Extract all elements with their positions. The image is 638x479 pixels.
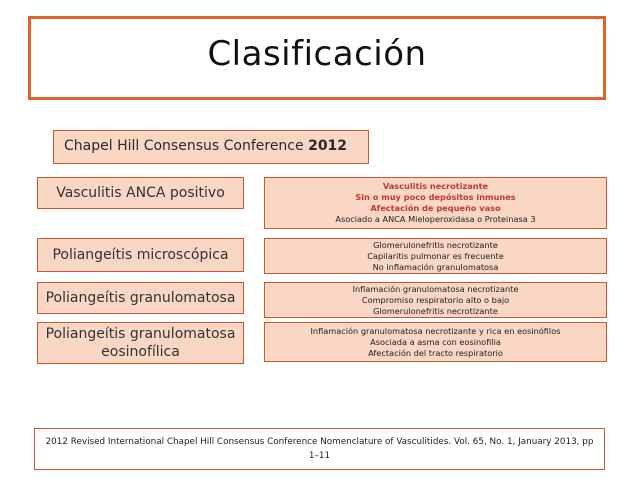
conference-name: Chapel Hill Consensus Conference: [64, 138, 304, 154]
detail-line: Afectación de pequeño vaso: [370, 203, 501, 213]
category-label: Poliangeítis granulomatosa: [45, 290, 236, 306]
detail-line: Asociado a ANCA Mieloperoxidasa o Proteinasa 3: [335, 214, 536, 224]
details-box-eosinophilic: [264, 322, 607, 362]
slide-title: Clasificación: [207, 34, 427, 74]
detail-line: Asociada a asma con eosinofilia: [370, 336, 501, 347]
conference-label: [53, 130, 369, 164]
detail-line: Inflamación granulomatosa necrotizante: [352, 283, 519, 294]
detail-line: Afectación del tracto respiratorio: [368, 347, 503, 358]
detail-line: Sin o muy poco depósitos inmunes: [355, 192, 516, 202]
category-label: Vasculitis ANCA positivo: [56, 185, 225, 201]
category-box-granulomatosis: [37, 282, 244, 314]
category-label: Poliangeítis microscópica: [52, 247, 229, 263]
details-box-microscopic: [264, 238, 607, 274]
detail-line: Glomerulonefritis necrotizante: [373, 305, 498, 316]
detail-line: Capilaritis pulmonar es frecuente: [367, 250, 504, 261]
details-box-granulomatosis: [264, 282, 607, 318]
citation-footer: [34, 428, 605, 470]
category-label: Poliangeítis granulomatosa eosinofílica: [45, 326, 236, 360]
citation-text: 2012 Revised International Chapel Hill Consensus Conference Nomenclature of Vasculitides. Vol. 65, No. 1, January 2013, pp 1–11: [45, 437, 594, 461]
detail-line: Inflamación granulomatosa necrotizante y rica en eosinófilos: [310, 325, 561, 336]
category-box-eosinophilic: [37, 322, 244, 364]
details-box-anca-positive: [264, 177, 607, 229]
detail-line: Glomerulonefritis necrotizante: [373, 239, 498, 250]
category-box-anca-positive: [37, 177, 244, 209]
detail-line: Compromiso respiratorio alto o bajo: [361, 294, 510, 305]
detail-line: No inflamación granulomatosa: [372, 261, 499, 272]
detail-line: Vasculitis necrotizante: [382, 181, 489, 191]
conference-year: 2012: [308, 138, 348, 154]
category-box-microscopic: [37, 238, 244, 272]
